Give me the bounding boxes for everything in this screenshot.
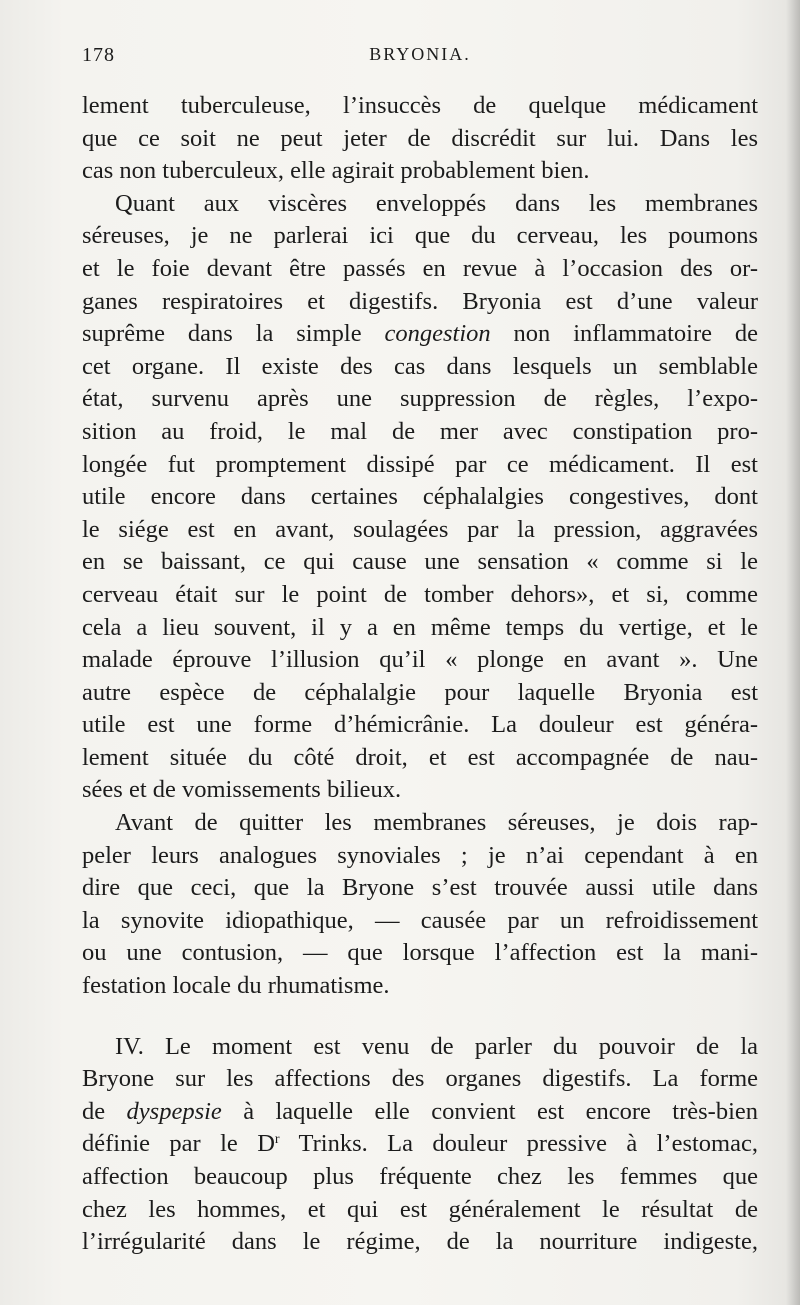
text-line: ganes respiratoires et digestifs. Bryonia est d’une valeur xyxy=(82,287,758,315)
text-line: festation locale du rhumatisme. xyxy=(82,972,390,1000)
text-line: et le foie devant être passés en revue à l’occasion des or- xyxy=(82,254,758,282)
text-line: que ce soit ne peut jeter de discrédit sur lui. Dans les xyxy=(82,124,758,152)
text-line: utile est une forme d’hémicrânie. La douleur est généra- xyxy=(82,711,758,739)
text-line: sées et de vomissements bilieux. xyxy=(82,776,402,804)
paragraph-1 xyxy=(82,90,758,188)
text-line: le siége est en avant, soulagées par la pression, aggravées xyxy=(82,515,758,543)
running-head: BRYONIA. xyxy=(369,44,471,64)
text-line: lement tuberculeuse, l’insuccès de quelque médicament xyxy=(82,92,758,119)
text-line: Quant aux viscères enveloppés dans les membranes xyxy=(115,189,758,217)
text-segment: non inflammatoire de xyxy=(490,320,758,348)
body-text xyxy=(82,90,758,1259)
text-segment: de xyxy=(82,1097,127,1125)
text-line: lement située du côté droit, et est accompagnée de nau- xyxy=(82,743,758,771)
text-line: Avant de quitter les membranes séreuses, je dois rap- xyxy=(115,809,758,837)
text-line: autre espèce de céphalalgie pour laquelle Bryonia est xyxy=(82,678,758,706)
text-line: sition au froid, le mal de mer avec constipation pro- xyxy=(82,417,758,445)
page-number: 178 xyxy=(82,44,115,66)
paragraph-3 xyxy=(82,807,758,1003)
text-line: peler leurs analogues synoviales ; je n’ai cependant à en xyxy=(82,841,758,869)
paragraph-4 xyxy=(82,1031,758,1259)
paragraph-2 xyxy=(82,188,758,807)
italic-word: dyspepsie xyxy=(126,1097,222,1125)
text-line: cas non tuberculeux, elle agirait probablement bien. xyxy=(82,157,590,185)
italic-word: congestion xyxy=(384,320,491,348)
page-edge-shadow xyxy=(786,0,800,1305)
section-gap xyxy=(82,1003,758,1031)
text-line: malade éprouve l’illusion qu’il « plonge en avant ». Une xyxy=(82,646,758,674)
text-line: longée fut promptement dissipé par ce médicament. Il est xyxy=(82,450,758,478)
text-line xyxy=(82,318,758,351)
text-segment: définie par le D xyxy=(82,1130,275,1158)
text-line xyxy=(82,1096,758,1129)
text-line: IV. Le moment est venu de parler du pouvoir de la xyxy=(115,1032,758,1060)
text-line: dire que ceci, que la Bryone s’est trouvée aussi utile dans xyxy=(82,874,758,902)
text-line: chez les hommes, et qui est généralement le résultat de xyxy=(82,1195,758,1223)
text-segment: à laquelle elle convient est encore très-bien xyxy=(221,1097,759,1125)
text-line: ou une contusion, — que lorsque l’affection est la mani- xyxy=(82,939,758,967)
text-line: Bryone sur les affections des organes digestifs. La forme xyxy=(82,1065,758,1093)
text-line: cet organe. Il existe des cas dans lesquels un semblable xyxy=(82,352,758,380)
page-header xyxy=(82,44,758,76)
text-line: en se baissant, ce qui cause une sensation « comme si le xyxy=(82,548,758,576)
text-line: séreuses, je ne parlerai ici que du cerveau, les poumons xyxy=(82,222,758,250)
text-line: état, survenu après une suppression de règles, l’expo- xyxy=(82,385,758,413)
text-line: cela a lieu souvent, il y a en même temps du vertige, et le xyxy=(82,613,758,641)
text-line: la synovite idiopathique, — causée par un refroidissement xyxy=(82,906,758,934)
superscript: r xyxy=(274,1132,280,1148)
text-line xyxy=(82,1128,758,1161)
text-line: cerveau était sur le point de tomber dehors», et si, comme xyxy=(82,580,758,608)
text-segment: Trinks. La douleur pressive à l’estomac, xyxy=(279,1130,758,1158)
text-line: affection beaucoup plus fréquente chez les femmes que xyxy=(82,1163,758,1190)
text-line: l’irrégularité dans le régime, de la nourriture indigeste, xyxy=(82,1228,758,1256)
text-line: utile encore dans certaines céphalalgies congestives, dont xyxy=(82,483,758,511)
text-segment: suprême dans la simple xyxy=(82,320,385,348)
